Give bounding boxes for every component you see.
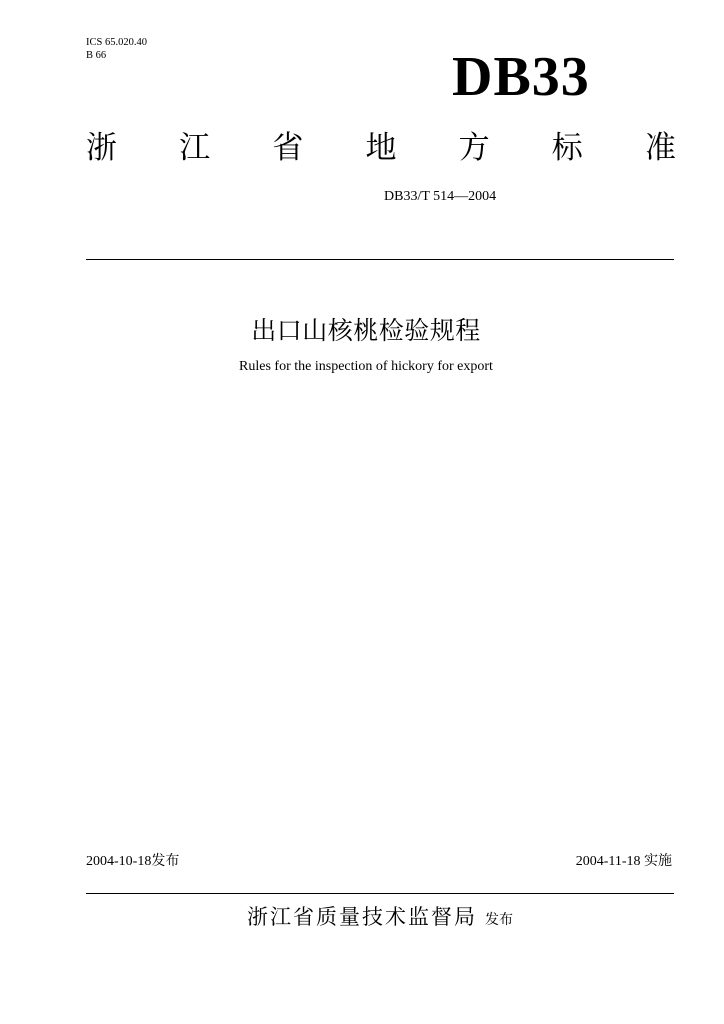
db-code-logo: DB33 — [452, 46, 590, 108]
standard-number: DB33/T 514—2004 — [384, 189, 497, 204]
standard-type-char: 准 — [644, 130, 676, 166]
issuer-suffix: 发布 — [485, 912, 513, 928]
standard-type-char: 江 — [179, 130, 211, 166]
standard-type-char: 浙 — [86, 130, 117, 166]
document-title-chinese: 出口山核桃检验规程 — [251, 316, 481, 345]
effective-date: 2004-11-18 实施 — [575, 854, 672, 869]
issuer-name: 浙江省质量技术监督局 — [247, 905, 477, 929]
ics-block — [86, 36, 147, 62]
bottom-divider — [86, 893, 674, 894]
standard-type-char: 标 — [551, 130, 583, 166]
issue-date: 2004-10-18发布 — [86, 854, 180, 869]
standard-type-heading — [86, 128, 676, 168]
issuer-line — [0, 902, 724, 935]
standard-type-char: 地 — [365, 130, 397, 166]
standard-type-char: 省 — [272, 130, 304, 166]
top-divider — [86, 259, 674, 260]
standard-type-char: 方 — [458, 130, 490, 166]
classification-code: B 66 — [86, 50, 107, 61]
document-title-english: Rules for the inspection of hickory for export — [239, 359, 493, 374]
ics-code: ICS 65.020.40 — [86, 37, 147, 48]
